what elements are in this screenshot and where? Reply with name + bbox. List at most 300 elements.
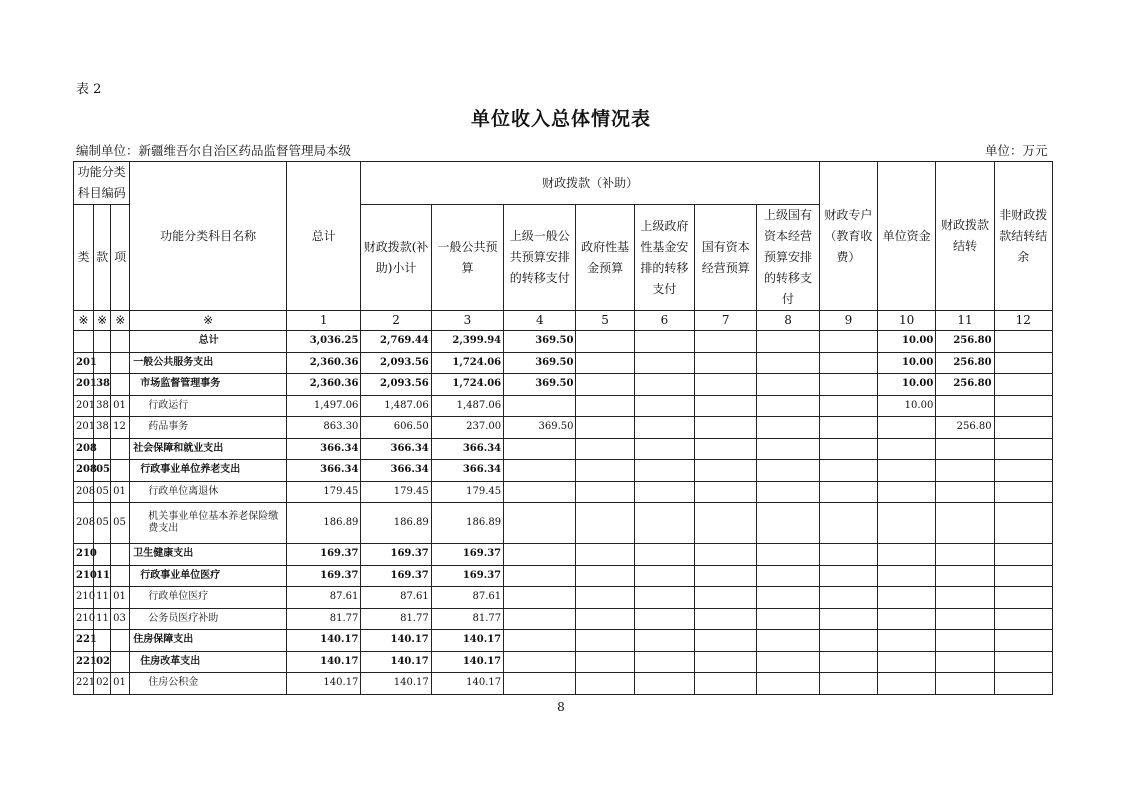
- amount-col-2: 140.17: [361, 630, 431, 652]
- amount-col-8: [757, 544, 819, 566]
- amount-col-5: [576, 481, 634, 503]
- table-row: [74, 481, 1053, 503]
- amount-col-9: [819, 352, 877, 374]
- amount-col-4: [504, 460, 576, 482]
- amount-col-9: [819, 673, 877, 695]
- amount-col-10: [878, 544, 936, 566]
- amount-col-4: 369.50: [504, 417, 576, 439]
- code-xiang: 01: [111, 673, 130, 695]
- header-upper-general-transfer: 上级一般公共预算安排的转移支付: [504, 205, 576, 311]
- amount-col-2: 140.17: [361, 673, 431, 695]
- code-lei: 210: [74, 608, 94, 630]
- code-lei: 201: [74, 374, 94, 396]
- amount-col-12: [994, 417, 1052, 439]
- code-kuan: 11: [94, 608, 111, 630]
- amount-col-10: [878, 565, 936, 587]
- amount-col-2: 366.34: [361, 438, 431, 460]
- code-kuan: 05: [94, 481, 111, 503]
- amount-col-11: [936, 503, 994, 544]
- amount-col-4: 369.50: [504, 374, 576, 396]
- code-xiang: [111, 460, 130, 482]
- amount-col-1: 2,360.36: [287, 374, 361, 396]
- header-upper-state-capital-transfer: 上级国有资本经营预算安排的转移支付: [757, 205, 819, 311]
- table-row: [74, 331, 1053, 353]
- amount-col-7: [695, 503, 757, 544]
- amount-col-12: [994, 630, 1052, 652]
- amount-col-11: [936, 630, 994, 652]
- code-kuan: 11: [94, 565, 111, 587]
- amount-col-4: [504, 673, 576, 695]
- code-xiang: [111, 438, 130, 460]
- amount-col-1: 169.37: [287, 544, 361, 566]
- code-lei: 210: [74, 587, 94, 609]
- item-name: 机关事业单位基本养老保险缴费支出: [130, 503, 287, 544]
- amount-col-4: [504, 630, 576, 652]
- column-index-cell: 1: [287, 311, 361, 331]
- header-lei: 类: [74, 205, 94, 311]
- code-xiang: 03: [111, 608, 130, 630]
- amount-col-10: [878, 651, 936, 673]
- amount-col-3: 140.17: [431, 651, 503, 673]
- code-kuan: 38: [94, 417, 111, 439]
- amount-col-8: [757, 503, 819, 544]
- amount-col-11: [936, 673, 994, 695]
- code-xiang: [111, 565, 130, 587]
- amount-col-3: 1,487.06: [431, 395, 503, 417]
- header-special-account: 财政专户（教育收费）: [819, 162, 877, 311]
- code-lei: 208: [74, 460, 94, 482]
- header-code-group: 功能分类科目编码: [74, 162, 130, 205]
- code-lei: 201: [74, 395, 94, 417]
- column-index-row: [74, 311, 1053, 331]
- amount-col-10: 10.00: [878, 395, 936, 417]
- amount-col-1: 2,360.36: [287, 352, 361, 374]
- item-name: 市场监督管理事务: [130, 374, 287, 396]
- item-name: 总计: [130, 331, 287, 353]
- item-name: 行政单位医疗: [130, 587, 287, 609]
- amount-col-12: [994, 395, 1052, 417]
- amount-col-4: 369.50: [504, 352, 576, 374]
- code-xiang: 01: [111, 481, 130, 503]
- code-xiang: [111, 544, 130, 566]
- amount-col-8: [757, 651, 819, 673]
- code-kuan: 02: [94, 673, 111, 695]
- amount-col-11: [936, 395, 994, 417]
- amount-col-6: [634, 438, 694, 460]
- item-name: 社会保障和就业支出: [130, 438, 287, 460]
- amount-col-3: 237.00: [431, 417, 503, 439]
- column-index-cell: 5: [576, 311, 634, 331]
- amount-col-7: [695, 438, 757, 460]
- amount-col-8: [757, 395, 819, 417]
- amount-col-5: [576, 417, 634, 439]
- code-kuan: 02: [94, 651, 111, 673]
- amount-col-1: 140.17: [287, 651, 361, 673]
- amount-col-7: [695, 481, 757, 503]
- amount-col-5: [576, 587, 634, 609]
- amount-col-11: [936, 460, 994, 482]
- amount-col-12: [994, 608, 1052, 630]
- currency-unit: 单位：万元: [985, 143, 1048, 158]
- amount-col-11: [936, 587, 994, 609]
- code-kuan: 11: [94, 587, 111, 609]
- amount-col-10: [878, 438, 936, 460]
- amount-col-6: [634, 630, 694, 652]
- amount-col-3: 87.61: [431, 587, 503, 609]
- amount-col-9: [819, 608, 877, 630]
- amount-col-3: 169.37: [431, 544, 503, 566]
- amount-col-10: [878, 460, 936, 482]
- amount-col-5: [576, 544, 634, 566]
- amount-col-3: 1,724.06: [431, 352, 503, 374]
- amount-col-10: [878, 673, 936, 695]
- amount-col-10: [878, 608, 936, 630]
- column-index-cell: 3: [431, 311, 503, 331]
- amount-col-8: [757, 587, 819, 609]
- amount-col-8: [757, 608, 819, 630]
- amount-col-11: [936, 481, 994, 503]
- amount-col-6: [634, 565, 694, 587]
- amount-col-10: 10.00: [878, 374, 936, 396]
- amount-col-7: [695, 630, 757, 652]
- amount-col-11: [936, 565, 994, 587]
- amount-col-9: [819, 395, 877, 417]
- amount-col-5: [576, 565, 634, 587]
- table-row: [74, 565, 1053, 587]
- amount-col-2: 186.89: [361, 503, 431, 544]
- amount-col-9: [819, 630, 877, 652]
- amount-col-7: [695, 460, 757, 482]
- item-name: 住房公积金: [130, 673, 287, 695]
- table-row: [74, 673, 1053, 695]
- amount-col-4: 369.50: [504, 331, 576, 353]
- amount-col-7: [695, 395, 757, 417]
- amount-col-9: [819, 481, 877, 503]
- column-index-cell: ※: [111, 311, 130, 331]
- amount-col-1: 1,497.06: [287, 395, 361, 417]
- header-upper-gov-fund-transfer: 上级政府性基金安排的转移支付: [634, 205, 694, 311]
- code-lei: [74, 331, 94, 353]
- amount-col-5: [576, 331, 634, 353]
- item-name: 卫生健康支出: [130, 544, 287, 566]
- amount-col-12: [994, 481, 1052, 503]
- amount-col-1: 3,036.25: [287, 331, 361, 353]
- amount-col-12: [994, 651, 1052, 673]
- amount-col-9: [819, 587, 877, 609]
- column-index-cell: 10: [878, 311, 936, 331]
- code-xiang: [111, 374, 130, 396]
- code-xiang: 01: [111, 395, 130, 417]
- amount-col-5: [576, 438, 634, 460]
- item-name: 药品事务: [130, 417, 287, 439]
- amount-col-12: [994, 503, 1052, 544]
- amount-col-5: [576, 608, 634, 630]
- amount-col-4: [504, 438, 576, 460]
- code-lei: 208: [74, 438, 94, 460]
- amount-col-6: [634, 481, 694, 503]
- amount-col-7: [695, 673, 757, 695]
- column-index-cell: 9: [819, 311, 877, 331]
- header-total: 总计: [287, 162, 361, 311]
- amount-col-5: [576, 673, 634, 695]
- amount-col-10: 10.00: [878, 331, 936, 353]
- amount-col-5: [576, 503, 634, 544]
- code-lei: 201: [74, 352, 94, 374]
- column-index-cell: ※: [94, 311, 111, 331]
- amount-col-6: [634, 374, 694, 396]
- code-lei: 210: [74, 544, 94, 566]
- code-kuan: 05: [94, 460, 111, 482]
- amount-col-9: [819, 460, 877, 482]
- amount-col-8: [757, 352, 819, 374]
- amount-col-8: [757, 460, 819, 482]
- code-xiang: 12: [111, 417, 130, 439]
- amount-col-1: 87.61: [287, 587, 361, 609]
- table-row: [74, 587, 1053, 609]
- code-lei: 208: [74, 503, 94, 544]
- amount-col-4: [504, 395, 576, 417]
- amount-col-7: [695, 374, 757, 396]
- amount-col-10: [878, 417, 936, 439]
- amount-col-10: [878, 481, 936, 503]
- amount-col-9: [819, 374, 877, 396]
- column-index-cell: 12: [994, 311, 1052, 331]
- code-xiang: [111, 331, 130, 353]
- page-number: 8: [557, 700, 565, 714]
- amount-col-5: [576, 460, 634, 482]
- amount-col-6: [634, 460, 694, 482]
- item-name: 公务员医疗补助: [130, 608, 287, 630]
- column-index-cell: 7: [695, 311, 757, 331]
- amount-col-5: [576, 374, 634, 396]
- column-index-cell: 11: [936, 311, 994, 331]
- item-name: 行政事业单位医疗: [130, 565, 287, 587]
- header-fiscal-group: 财政拨款（补助）: [361, 162, 819, 205]
- amount-col-3: 1,724.06: [431, 374, 503, 396]
- amount-col-7: [695, 417, 757, 439]
- amount-col-4: [504, 587, 576, 609]
- table-row: [74, 374, 1053, 396]
- amount-col-8: [757, 438, 819, 460]
- amount-col-5: [576, 395, 634, 417]
- amount-col-10: [878, 503, 936, 544]
- amount-col-8: [757, 331, 819, 353]
- amount-col-4: [504, 544, 576, 566]
- column-index-cell: 8: [757, 311, 819, 331]
- code-lei: 208: [74, 481, 94, 503]
- amount-col-12: [994, 587, 1052, 609]
- amount-col-2: 169.37: [361, 544, 431, 566]
- table-row: [74, 630, 1053, 652]
- amount-col-2: 2,769.44: [361, 331, 431, 353]
- amount-col-1: 140.17: [287, 673, 361, 695]
- amount-col-11: 256.80: [936, 417, 994, 439]
- amount-col-10: 10.00: [878, 352, 936, 374]
- header-state-capital: 国有资本经营预算: [695, 205, 757, 311]
- item-name: 一般公共服务支出: [130, 352, 287, 374]
- amount-col-4: [504, 651, 576, 673]
- code-xiang: [111, 630, 130, 652]
- code-kuan: 38: [94, 395, 111, 417]
- amount-col-1: 186.89: [287, 503, 361, 544]
- code-lei: 210: [74, 565, 94, 587]
- amount-col-4: [504, 608, 576, 630]
- amount-col-4: [504, 565, 576, 587]
- header-xiang: 项: [111, 205, 130, 311]
- amount-col-12: [994, 331, 1052, 353]
- header-unit-funds: 单位资金: [878, 162, 936, 311]
- item-name: 行政运行: [130, 395, 287, 417]
- code-lei: 201: [74, 417, 94, 439]
- amount-col-6: [634, 417, 694, 439]
- code-xiang: 01: [111, 587, 130, 609]
- amount-col-6: [634, 587, 694, 609]
- amount-col-6: [634, 544, 694, 566]
- amount-col-9: [819, 503, 877, 544]
- header-fiscal-subtotal: 财政拨款(补助)小计: [361, 205, 431, 311]
- amount-col-2: 179.45: [361, 481, 431, 503]
- amount-col-3: 2,399.94: [431, 331, 503, 353]
- column-index-cell: ※: [74, 311, 94, 331]
- amount-col-3: 169.37: [431, 565, 503, 587]
- amount-col-11: 256.80: [936, 331, 994, 353]
- table-row: [74, 544, 1053, 566]
- amount-col-1: 140.17: [287, 630, 361, 652]
- table-row: [74, 395, 1053, 417]
- code-kuan: [94, 331, 111, 353]
- amount-col-11: [936, 438, 994, 460]
- amount-col-7: [695, 565, 757, 587]
- table-row: [74, 503, 1053, 544]
- amount-col-3: 179.45: [431, 481, 503, 503]
- amount-col-7: [695, 651, 757, 673]
- amount-col-3: 140.17: [431, 630, 503, 652]
- item-name: 行政事业单位养老支出: [130, 460, 287, 482]
- amount-col-11: 256.80: [936, 352, 994, 374]
- amount-col-10: [878, 630, 936, 652]
- amount-col-2: 2,093.56: [361, 374, 431, 396]
- amount-col-8: [757, 565, 819, 587]
- amount-col-6: [634, 331, 694, 353]
- header-kuan: 款: [94, 205, 111, 311]
- column-index-cell: 6: [634, 311, 694, 331]
- amount-col-7: [695, 544, 757, 566]
- amount-col-3: 140.17: [431, 673, 503, 695]
- amount-col-7: [695, 587, 757, 609]
- amount-col-3: 366.34: [431, 438, 503, 460]
- amount-col-2: 140.17: [361, 651, 431, 673]
- amount-col-6: [634, 673, 694, 695]
- column-index-cell: 2: [361, 311, 431, 331]
- code-lei: 221: [74, 651, 94, 673]
- header-gov-fund: 政府性基金预算: [576, 205, 634, 311]
- amount-col-12: [994, 460, 1052, 482]
- header-nonfiscal-carryover: 非财政拨款结转结余: [994, 162, 1052, 311]
- table-row: [74, 460, 1053, 482]
- header-name: 功能分类科目名称: [130, 162, 287, 311]
- item-name: 行政单位离退休: [130, 481, 287, 503]
- amount-col-5: [576, 352, 634, 374]
- table-row: [74, 352, 1053, 374]
- amount-col-2: 87.61: [361, 587, 431, 609]
- amount-col-2: 366.34: [361, 460, 431, 482]
- amount-col-8: [757, 374, 819, 396]
- code-lei: 221: [74, 630, 94, 652]
- amount-col-2: 2,093.56: [361, 352, 431, 374]
- amount-col-2: 81.77: [361, 608, 431, 630]
- amount-col-12: [994, 352, 1052, 374]
- amount-col-6: [634, 503, 694, 544]
- amount-col-1: 81.77: [287, 608, 361, 630]
- amount-col-11: [936, 608, 994, 630]
- amount-col-8: [757, 417, 819, 439]
- amount-col-8: [757, 481, 819, 503]
- amount-col-9: [819, 651, 877, 673]
- amount-col-3: 81.77: [431, 608, 503, 630]
- amount-col-7: [695, 331, 757, 353]
- amount-col-1: 366.34: [287, 438, 361, 460]
- amount-col-7: [695, 608, 757, 630]
- table-label: 表 2: [76, 82, 102, 97]
- table-row: [74, 438, 1053, 460]
- table-row: [74, 651, 1053, 673]
- amount-col-6: [634, 395, 694, 417]
- code-xiang: 05: [111, 503, 130, 544]
- header-general-budget: 一般公共预算: [431, 205, 503, 311]
- income-summary-table: [73, 161, 1053, 695]
- amount-col-9: [819, 565, 877, 587]
- column-index-cell: ※: [130, 311, 287, 331]
- amount-col-11: [936, 544, 994, 566]
- amount-col-9: [819, 544, 877, 566]
- amount-col-6: [634, 651, 694, 673]
- amount-col-3: 366.34: [431, 460, 503, 482]
- amount-col-11: [936, 651, 994, 673]
- amount-col-9: [819, 438, 877, 460]
- amount-col-12: [994, 565, 1052, 587]
- amount-col-2: 1,487.06: [361, 395, 431, 417]
- code-kuan: 05: [94, 503, 111, 544]
- amount-col-5: [576, 651, 634, 673]
- amount-col-12: [994, 673, 1052, 695]
- amount-col-8: [757, 630, 819, 652]
- amount-col-3: 186.89: [431, 503, 503, 544]
- amount-col-1: 863.30: [287, 417, 361, 439]
- amount-col-5: [576, 630, 634, 652]
- amount-col-9: [819, 417, 877, 439]
- item-name: 住房改革支出: [130, 651, 287, 673]
- amount-col-12: [994, 438, 1052, 460]
- column-index-cell: 4: [504, 311, 576, 331]
- code-kuan: 38: [94, 374, 111, 396]
- amount-col-1: 169.37: [287, 565, 361, 587]
- amount-col-8: [757, 673, 819, 695]
- item-name: 住房保障支出: [130, 630, 287, 652]
- amount-col-7: [695, 352, 757, 374]
- code-lei: 221: [74, 673, 94, 695]
- amount-col-11: 256.80: [936, 374, 994, 396]
- amount-col-10: [878, 587, 936, 609]
- table-row: [74, 608, 1053, 630]
- code-xiang: [111, 352, 130, 374]
- amount-col-1: 179.45: [287, 481, 361, 503]
- amount-col-2: 606.50: [361, 417, 431, 439]
- amount-col-2: 169.37: [361, 565, 431, 587]
- amount-col-12: [994, 374, 1052, 396]
- amount-col-4: [504, 481, 576, 503]
- compiling-unit: 编制单位：新疆维吾尔自治区药品监督管理局本级: [76, 143, 352, 158]
- header-fiscal-carryover: 财政拨款结转: [936, 162, 994, 311]
